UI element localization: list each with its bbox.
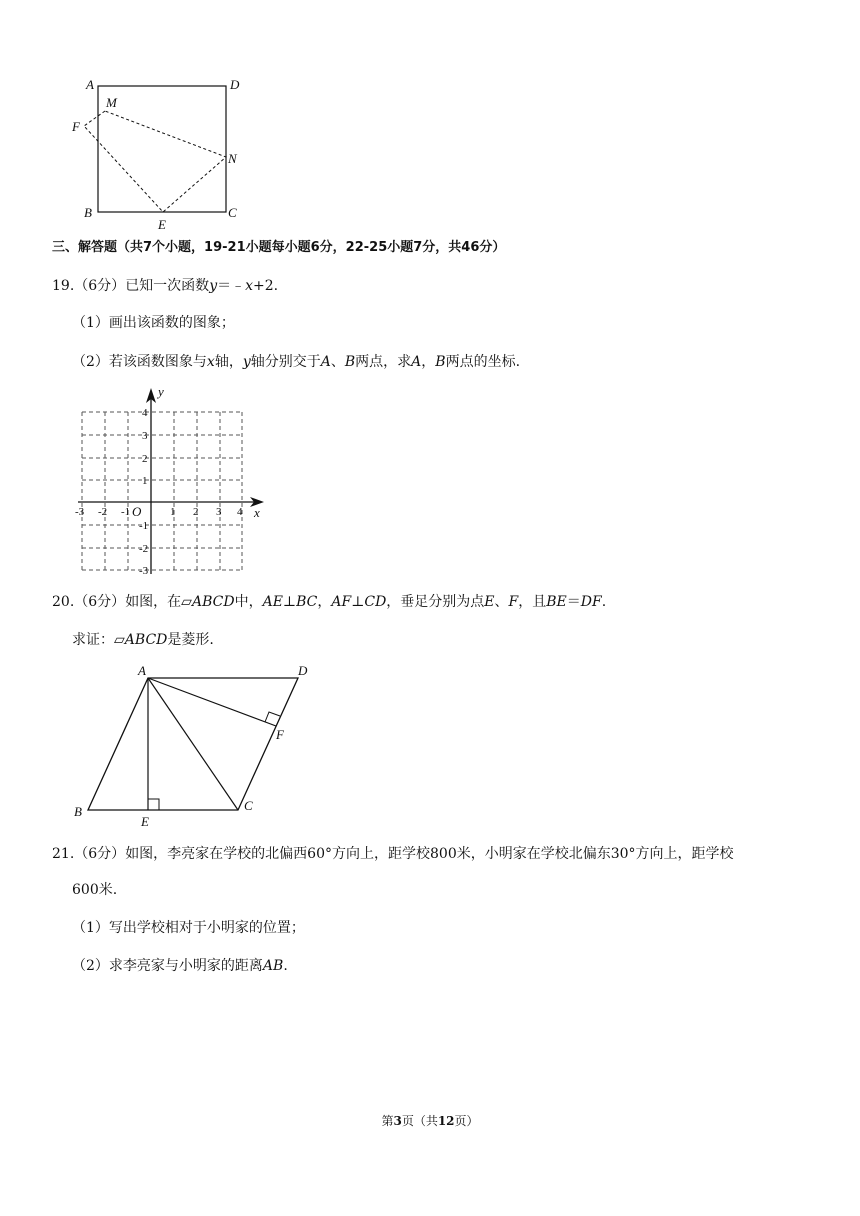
q20-abcd: ABCD: [191, 594, 235, 610]
q19-part2-text: 、: [330, 354, 345, 370]
q19-part2: [72, 352, 520, 372]
q19-formula-y: y: [209, 278, 218, 294]
q21-part2-ab: AB: [262, 958, 284, 974]
q20-text: ，垂足分别为点: [386, 594, 485, 610]
label-b: B: [74, 804, 82, 819]
segment-af: [148, 678, 276, 726]
q19-stem: 已知一次函数: [125, 278, 210, 294]
q19-part2-x: x: [206, 354, 215, 370]
q20-be: BE: [546, 594, 567, 610]
square-abcd: [98, 86, 226, 212]
q20-score: （6分）: [74, 594, 126, 610]
x-tick: -1: [121, 506, 131, 518]
q20-text: 、: [494, 594, 509, 610]
q20-af: AF: [331, 594, 352, 610]
q19-part1: （1）画出该函数的图象；: [72, 315, 235, 331]
q20-e: E: [484, 594, 495, 610]
q19-part2-a: A: [411, 354, 422, 370]
q19-formula-end: +2.: [253, 278, 279, 294]
label-c: C: [244, 798, 253, 813]
y-tick: -2: [139, 543, 149, 555]
origin-label: O: [132, 504, 142, 519]
y-tick: 2: [142, 453, 148, 465]
footer-text: 页）: [454, 1114, 479, 1128]
label-m: M: [106, 95, 117, 110]
y-axis-label: y: [158, 384, 164, 399]
q20-bc: BC: [296, 594, 318, 610]
y-tick: 4: [142, 407, 148, 419]
q19-part2-text: ，: [421, 354, 436, 370]
q21-part2-text: .: [283, 958, 288, 974]
x-tick: 1: [170, 506, 176, 518]
x-tick: 3: [216, 506, 222, 518]
q20-text: ，: [317, 594, 332, 610]
y-tick: 3: [142, 430, 148, 442]
question-19: [52, 276, 278, 296]
coordinate-grid: [70, 380, 270, 576]
footer-page-total: 12: [437, 1114, 455, 1128]
q20-text: 中，: [234, 594, 263, 610]
q20-perp: ⊥: [282, 594, 297, 610]
q21-line1: 如图，李亮家在学校的北偏西60°方向上，距学校800米，小明家在学校北偏东30°方向上，距学校: [125, 846, 734, 862]
footer-text: 页（共: [401, 1114, 438, 1128]
q19-part2-y: y: [242, 354, 251, 370]
label-f: F: [72, 119, 80, 134]
q20-df: DF: [580, 594, 602, 610]
q21-part1: （1）写出学校相对于小明家的位置；: [72, 920, 305, 936]
q21-line2: 600米.: [72, 882, 118, 898]
q20-cd: CD: [364, 594, 387, 610]
q21-part2: [72, 956, 288, 976]
q20-f: F: [508, 594, 519, 610]
question-20: [52, 592, 606, 612]
page-footer: [0, 1112, 860, 1129]
q19-number: 19.: [52, 278, 75, 294]
q19-part2-a: A: [320, 354, 331, 370]
q20-prove: [72, 630, 214, 650]
q20-ae: AE: [262, 594, 283, 610]
x-axis-label: x: [254, 505, 260, 520]
q20-perp: ⊥: [351, 594, 365, 610]
q19-score: （6分）: [74, 278, 126, 294]
q19-part2-text: 轴，: [214, 354, 243, 370]
square-figure: [60, 72, 260, 234]
q20-prove-text: 求证：▱: [72, 632, 125, 648]
section-heading: 三、解答题（共7个小题，19-21小题每小题6分，22-25小题7分，共46分）: [52, 240, 506, 255]
label-n: N: [228, 151, 237, 166]
q19-formula-rest: ＝﹣: [217, 278, 246, 294]
label-f: F: [276, 727, 284, 742]
q20-prove-abcd: ABCD: [124, 632, 168, 648]
q21-number: 21.: [52, 846, 75, 862]
x-tick: 4: [237, 506, 243, 518]
x-tick: -3: [75, 506, 85, 518]
label-b: B: [84, 205, 92, 220]
question-21: [52, 844, 734, 864]
label-d: D: [230, 77, 240, 92]
label-a: A: [86, 77, 94, 92]
label-e: E: [141, 814, 149, 829]
grid-lines: [82, 412, 242, 570]
q21-part2-text: （2）求李亮家与小明家的距离: [72, 958, 263, 974]
x-tick: 2: [193, 506, 199, 518]
q20-text: .: [601, 594, 607, 610]
q19-part2-text: 两点，求: [355, 354, 412, 370]
right-angle-e: [148, 799, 159, 810]
right-angle-f: [265, 712, 280, 722]
q19-part2-text: （2）若该函数图象与: [72, 354, 207, 370]
q19-part2-text: 轴分别交于: [250, 354, 321, 370]
y-tick: -1: [139, 520, 149, 532]
q19-formula-x: x: [245, 278, 254, 294]
q20-prove-text: 是菱形.: [167, 632, 214, 648]
q19-part2-text: 两点的坐标.: [445, 354, 521, 370]
q20-text: 如图，在▱: [125, 594, 192, 610]
y-tick: -3: [139, 565, 149, 576]
fold-line: [84, 111, 226, 212]
footer-text: 第: [381, 1114, 394, 1128]
y-tick: 1: [142, 475, 148, 487]
label-e: E: [158, 217, 166, 232]
q20-number: 20.: [52, 594, 75, 610]
q19-part2-b: B: [344, 354, 356, 370]
label-a: A: [138, 663, 146, 678]
segment-ac: [148, 678, 238, 810]
parallelogram-figure: [66, 660, 326, 830]
q20-text: ，且: [518, 594, 547, 610]
label-d: D: [298, 663, 308, 678]
q20-eq: ＝: [566, 594, 581, 610]
label-c: C: [228, 205, 237, 220]
footer-page-number: 3: [393, 1114, 402, 1128]
q21-score: （6分）: [74, 846, 126, 862]
q19-part2-b: B: [435, 354, 446, 370]
x-tick: -2: [98, 506, 108, 518]
